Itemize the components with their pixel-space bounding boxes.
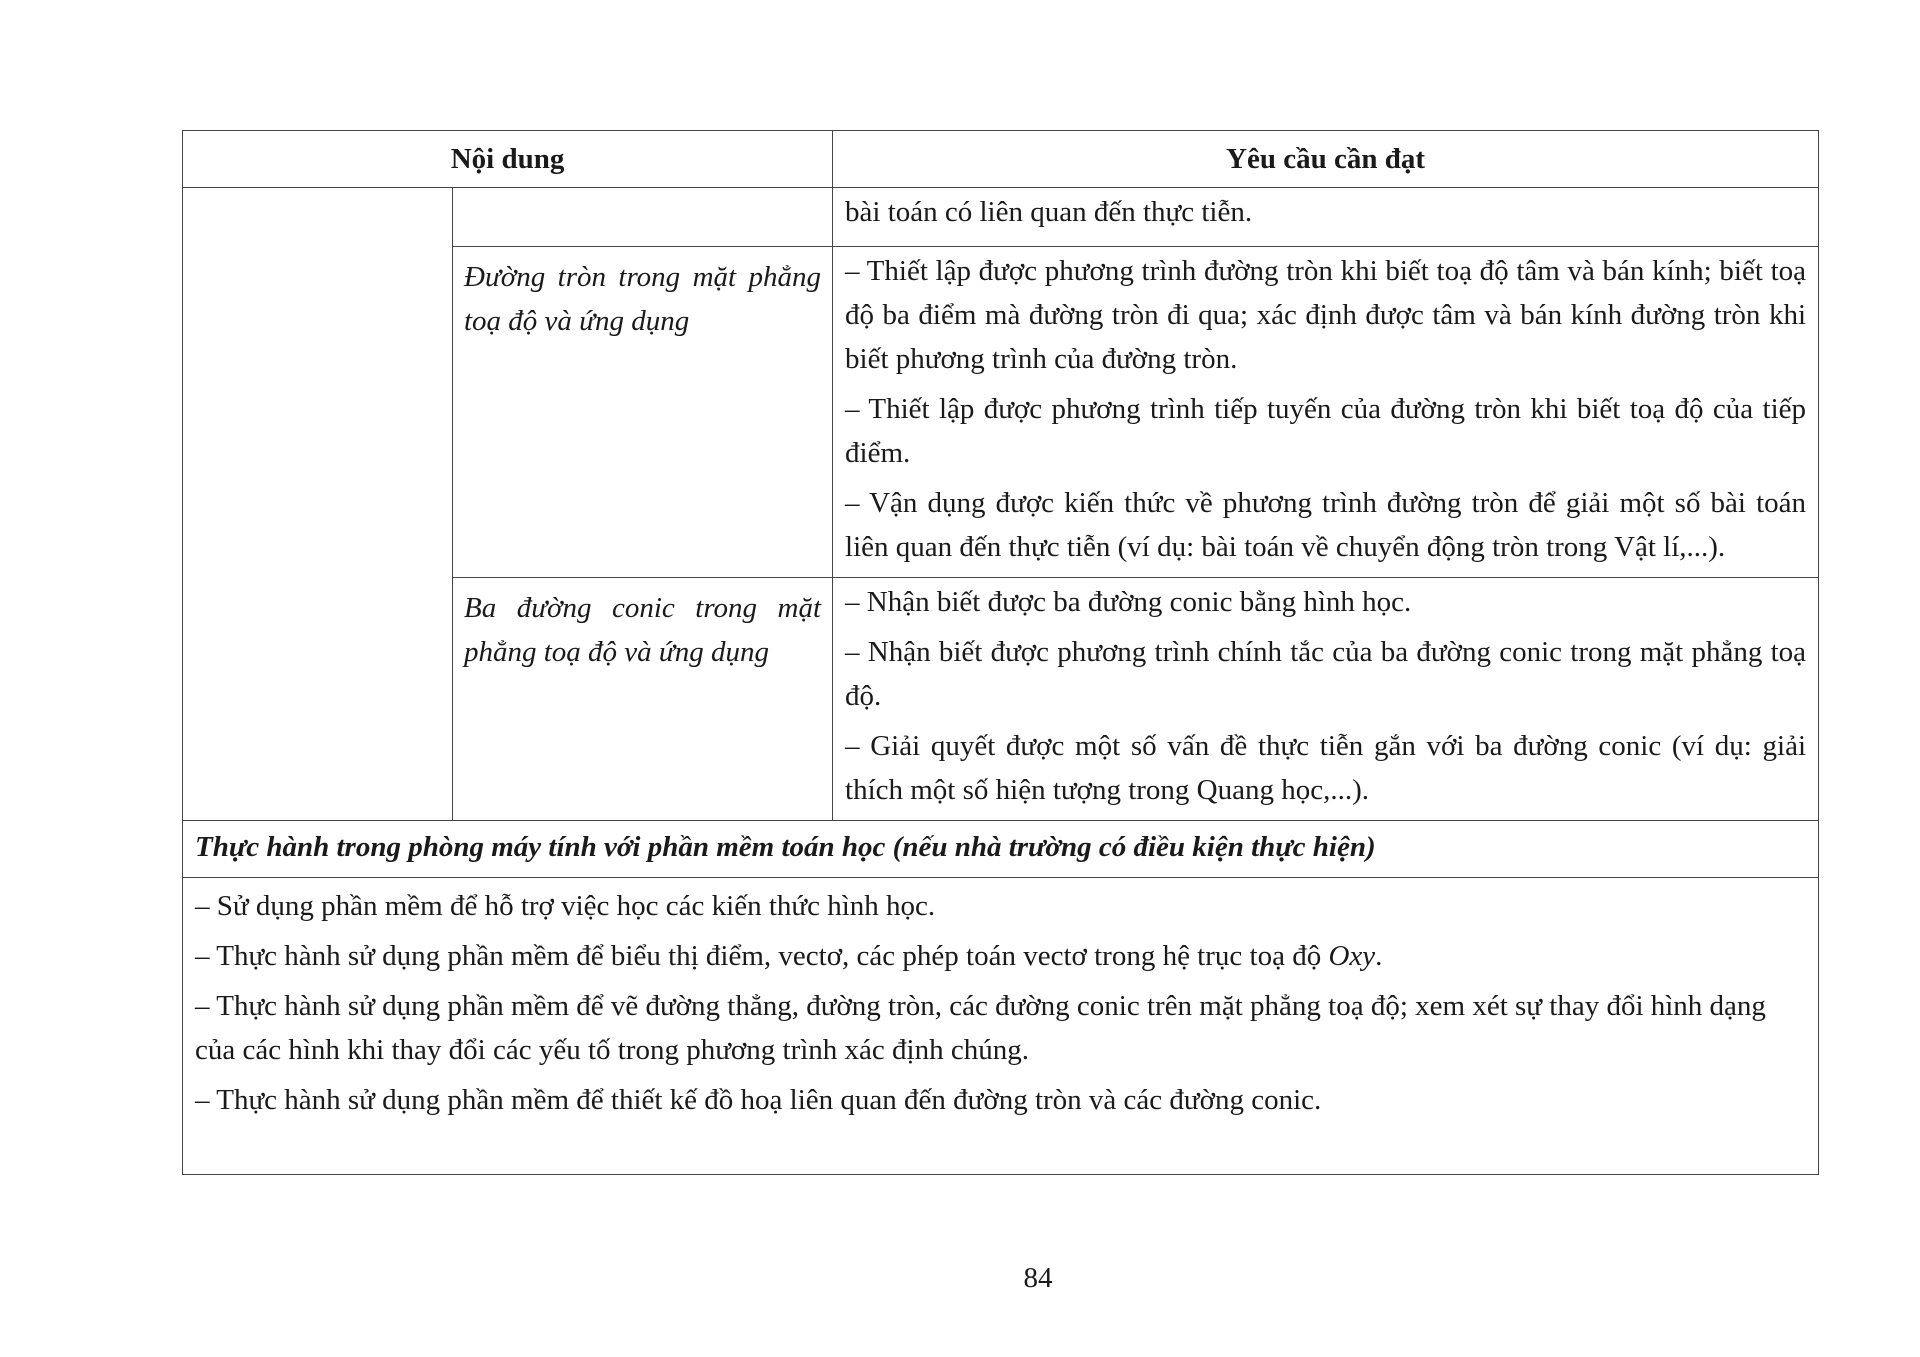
requirement-item: – Nhận biết được phương trình chính tắc của ba đường conic trong mặt phẳng toạ độ. (845, 636, 1807, 712)
requirement-item: bài toán có liên quan đến thực tiễn. (845, 196, 1253, 228)
practice-item-text: – Thực hành sử dụng phần mềm để biểu thị điểm, vectơ, các phép toán vectơ trong hệ trục toạ độ (195, 940, 1329, 972)
coordinate-system-label: Oxy (1328, 940, 1376, 972)
practice-item: – Thực hành sử dụng phần mềm để vẽ đường thẳng, đường tròn, các đường conic trên mặt phẳng toạ độ; xem xét sự thay đổi hình dạng của các hình khi thay đổi các yếu tố trong phương trình xác định chúng. (195, 990, 1766, 1066)
requirement-item: – Vận dụng được kiến thức về phương trình đường tròn để giải một số bài toán liên quan đến thực tiễn (ví dụ: bài toán về chuyển động tròn trong Vật lí,...). (845, 487, 1807, 563)
curriculum-table (182, 130, 1819, 1175)
requirement-item: – Giải quyết được một số vấn đề thực tiễn gắn với ba đường conic (ví dụ: giải thích một số hiện tượng trong Quang học,...). (845, 730, 1807, 806)
practice-item: – Sử dụng phần mềm để hỗ trợ việc học các kiến thức hình học. (195, 890, 936, 922)
topic-cell-empty (453, 188, 833, 247)
page-number: 84 (1023, 1262, 1053, 1294)
table-row (183, 188, 1819, 247)
requirements-cell (833, 578, 1819, 821)
requirements-cell (833, 188, 1819, 247)
practice-item (195, 934, 1806, 978)
requirement-item: – Thiết lập được phương trình tiếp tuyến của đường tròn khi biết toạ độ của tiếp điểm. (845, 393, 1807, 469)
topic-cell: Đường tròn trong mặt phẳng toạ độ và ứng dụng (453, 247, 833, 578)
requirements-cell (833, 247, 1819, 578)
practice-item: – Thực hành sử dụng phần mềm để thiết kế đồ hoạ liên quan đến đường tròn và các đường conic. (195, 1084, 1322, 1116)
table-header-row (183, 131, 1819, 188)
requirement-item: – Thiết lập được phương trình đường tròn khi biết toạ độ tâm và bán kính; biết toạ độ ba điểm mà đường tròn đi qua; xác định được tâm và bán kính đường tròn khi biết phương trình của đường tròn. (845, 255, 1807, 375)
topic-cell: Ba đường conic trong mặt phẳng toạ độ và ứng dụng (453, 578, 833, 821)
topic-group-cell (183, 188, 453, 821)
section-title-row (183, 821, 1819, 878)
header-requirements: Yêu cầu cần đạt (833, 131, 1819, 188)
practice-item-end: . (1375, 940, 1383, 972)
requirement-item: – Nhận biết được ba đường conic bằng hình học. (845, 586, 1412, 618)
practice-cell (183, 878, 1819, 1175)
header-content: Nội dung (183, 131, 833, 188)
section-title: Thực hành trong phòng máy tính với phần mềm toán học (nếu nhà trường có điều kiện thực hiện) (183, 821, 1819, 878)
practice-row (183, 878, 1819, 1175)
